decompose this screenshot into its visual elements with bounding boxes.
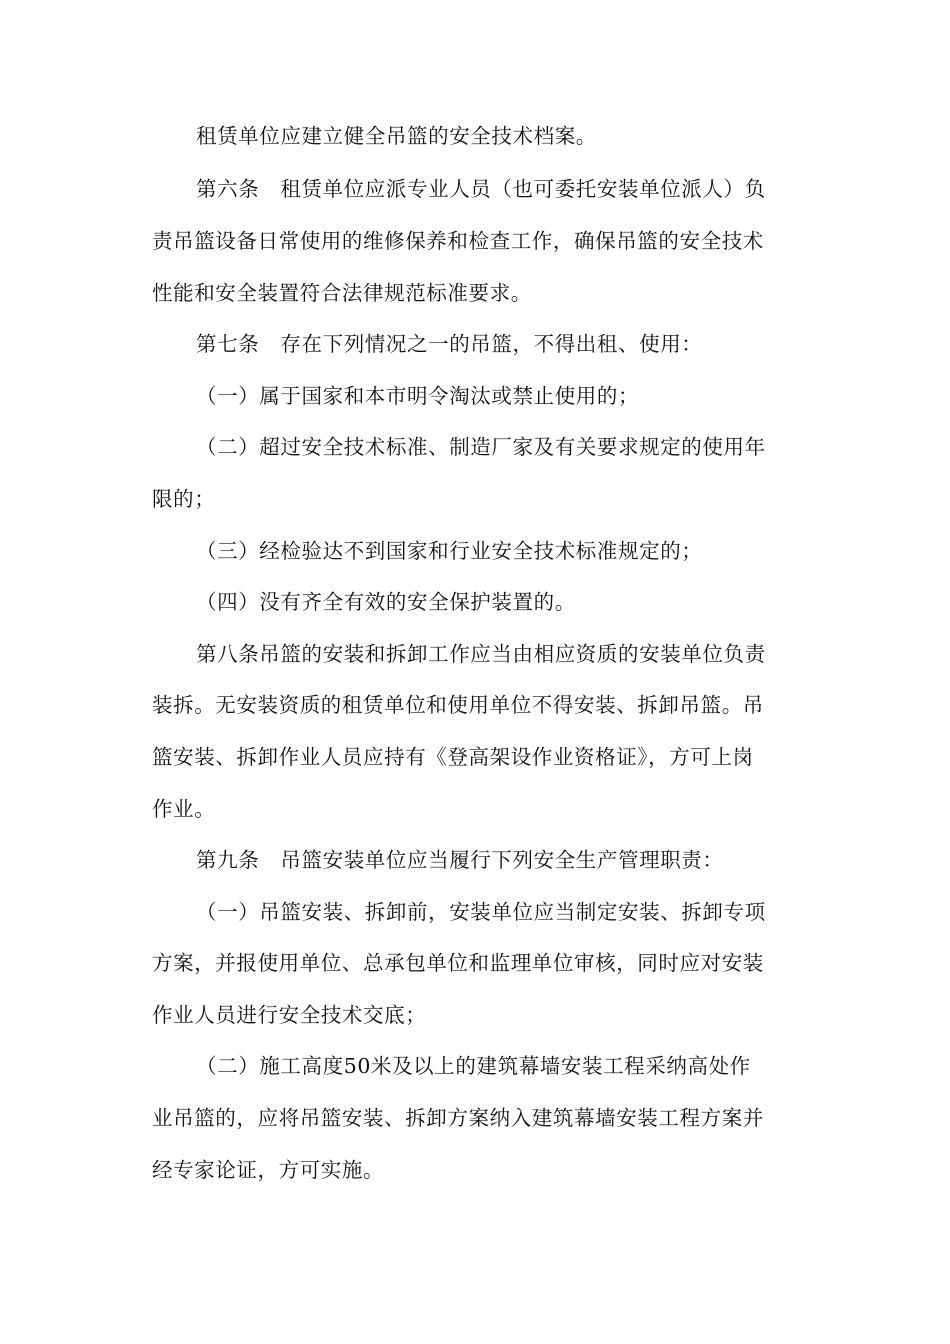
paragraph-line: 性能和安全装置符合法律规范标准要求。 bbox=[152, 281, 532, 305]
paragraph-line: 经专家论证，方可实施。 bbox=[152, 1158, 385, 1182]
list-item: （一）吊篮安装、拆卸前，安装单位应当制定安装、拆卸专项 bbox=[196, 900, 766, 924]
article-6-line: 第六条 租赁单位应派专业人员（也可委托安装单位派人）负 bbox=[196, 177, 766, 201]
paragraph-line: 作业。 bbox=[152, 797, 216, 821]
paragraph-line: 装拆。无安装资质的租赁单位和使用单位不得安装、拆卸吊篮。吊 bbox=[152, 693, 764, 717]
paragraph-line: 限的； bbox=[152, 487, 216, 511]
paragraph-line: 作业人员进行安全技术交底； bbox=[152, 1003, 427, 1027]
list-item: （二）超过安全技术标准、制造厂家及有关要求规定的使用年 bbox=[196, 435, 766, 459]
article-8-line: 第八条吊篮的安装和拆卸工作应当由相应资质的安装单位负责 bbox=[196, 642, 766, 666]
paragraph-line: 方案，并报使用单位、总承包单位和监理单位审核，同时应对安装 bbox=[152, 951, 764, 975]
paragraph-line: 篮安装、拆卸作业人员应持有《登高架设作业资格证》，方可上岗 bbox=[152, 745, 754, 769]
paragraph-line: 责吊篮设备日常使用的维修保养和检查工作，确保吊篮的安全技术 bbox=[152, 229, 764, 253]
article-7-line: 第七条 存在下列情况之一的吊篮，不得出租、使用： bbox=[196, 332, 703, 356]
list-item: （四）没有齐全有效的安全保护装置的。 bbox=[196, 590, 576, 614]
paragraph-line: 租赁单位应建立健全吊篮的安全技术档案。 bbox=[196, 124, 597, 148]
paragraph-line: 业吊篮的，应将吊篮安装、拆卸方案纳入建筑幕墙安装工程方案并 bbox=[152, 1106, 764, 1130]
list-item: （一）属于国家和本市明令淘汰或禁止使用的； bbox=[196, 384, 640, 408]
list-item: （二）施工高度50米及以上的建筑幕墙安装工程采纳高处作 bbox=[196, 1054, 751, 1078]
article-9-line: 第九条 吊篮安装单位应当履行下列安全生产管理职责： bbox=[196, 848, 724, 872]
list-item: （三）经检验达不到国家和行业安全技术标准规定的； bbox=[196, 539, 703, 563]
